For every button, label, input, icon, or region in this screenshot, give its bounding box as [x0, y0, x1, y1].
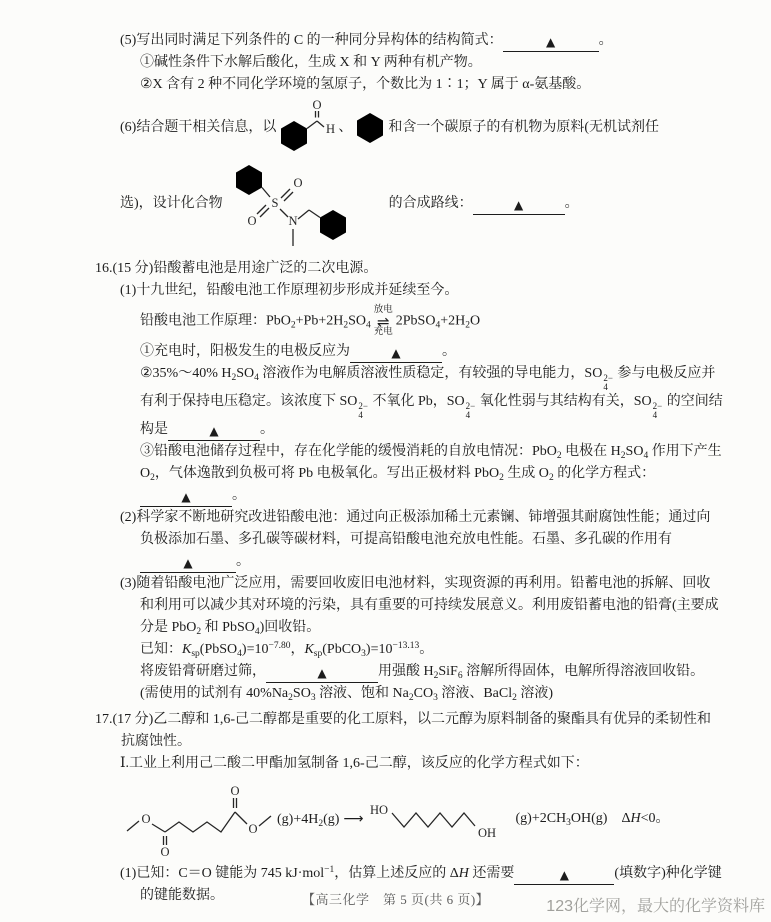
- answer-blank: ▲: [140, 491, 232, 507]
- question-16-head: 16.(15 分)铅酸蓄电池是用途广泛的二次电源。: [95, 261, 378, 276]
- question-17-equation-middle: $(g)+4H_2(g)$ ⟶: [277, 810, 364, 829]
- question-5-stem: (5)写出同时满足下列条件的 C 的一种同分异构体的结构简式： ▲ 。: [120, 30, 723, 52]
- answer-blank: ▲: [350, 347, 442, 363]
- question-17-part-1: (1)已知：C＝O 键能为 745 kJ·mol$^{-1}$，估算上述反应的 ΔH 还需要 ▲ (填数字)种化学键的键能数据。: [120, 865, 722, 903]
- atom-label-o-bottom: O: [247, 214, 257, 228]
- sulfonamide-structure: [223, 156, 363, 252]
- answer-blank: ▲: [266, 667, 378, 683]
- atom-label-o1: O: [141, 812, 151, 826]
- question-16-1-circle-1: ①充电时，阳极发生的电极反应为 ▲ 。: [140, 341, 723, 363]
- question-6-text-2: 和含一个碳原子的有机物为原料(无机试剂任: [388, 120, 659, 135]
- question-6-text-1: (6)结合题干相关信息，以: [120, 120, 277, 135]
- question-17-roman-1: Ⅰ.工业上利用己二酸二甲酯加氢制备 1,6-己二醇，该反应的化学方程式如下：: [120, 756, 589, 771]
- question-16-part-2: (2)科学家不断地研究改进铅酸电池：通过向正极添加稀土元素镧、铈增强其耐腐蚀性能；通过向负极添加石墨、多孔碳等碳材料，可提高铅酸电池充放电性能。石墨、多孔碳的作用有▲ 。: [120, 507, 723, 573]
- atom-label-o2: O: [160, 845, 170, 859]
- atom-label-o3: O: [230, 784, 240, 798]
- question-6-line-1: [120, 100, 723, 156]
- answer-blank: ▲: [503, 36, 599, 52]
- atom-label-o-top: O: [293, 176, 303, 190]
- atom-label-ho: HO: [369, 803, 388, 817]
- question-17-equation: [123, 779, 723, 859]
- question-16-part-3: (3)随着铅酸电池广泛应用，需要回收废旧电池材料，实现资源的再利用。铅蓄电池的拆解、回收和利用可以减少其对环境的污染，具有重要的可持续发展意义。利用废铅蓄电池的铅膏(主要成分是 PbO$_2$ 和 PbSO$_4$)回收铅。: [120, 576, 719, 637]
- atom-label-oh: OH: [477, 826, 496, 840]
- reversible-arrow: 放电 ⇌ 充电: [373, 305, 393, 337]
- benzaldehyde-structure: [276, 100, 338, 156]
- page-footer-label: 【高三化学 第 5 页(共 6 页)】: [302, 892, 490, 907]
- dimethyl-adipate-structure: [123, 779, 277, 859]
- atom-label-o4: O: [248, 822, 258, 836]
- question-17-head: 17.(17 分)乙二醇和 1,6-己二醇都是重要的化工原料，以二元醇为原料制备的聚酯具有优异的柔韧性和抗腐蚀性。: [95, 712, 711, 749]
- separator: 、: [338, 120, 353, 135]
- question-6-text-3: 选)，设计化合物: [120, 196, 223, 211]
- question-16-ksp-given: 已知：$K_{sp}(PbSO_4)=10^{-7.80}$，$K_{sp}(PbCO_3)=10^{-13.13}$。: [140, 641, 434, 659]
- atom-label-o: O: [312, 100, 322, 112]
- answer-blank: ▲: [168, 425, 260, 441]
- question-6-line-2: [120, 156, 723, 252]
- answer-blank: ▲: [514, 869, 614, 885]
- answer-blank: ▲: [473, 199, 565, 215]
- question-16-sieve-step: 将废铅膏研磨过筛， ▲ 用强酸 $H_2SiF_6$ 溶解所得固体，电解所得溶液回收铅。: [140, 664, 705, 681]
- question-16-1-circle-3: ③铅酸电池储存过程中，存在化学能的缓慢消耗的自放电情况：PbO$_2$ 电极在 $H_2SO_4$ 作用下产生 $O_2$，气体逸散到负极可将 Pb 电极氧化。写出正极材料 PbO$_2$ 生成 $O_2$ 的化学方程式：▲ 。: [140, 441, 723, 507]
- question-16-reagents-note: (需使用的试剂有 $40\%Na_2SO_3$ 溶液、饱和 $Na_2CO_3$ 溶液、BaCl$_2$ 溶液): [140, 686, 554, 703]
- question-5-condition-2: ②X 含有 2 种不同化学环境的氢原子，个数比为 1∶1；Y 属于 α-氨基酸。: [140, 77, 591, 92]
- question-17-equation-end: $(g)+2CH_3OH(g)$ ΔH<0。: [515, 811, 670, 828]
- question-16-part-1: (1)十九世纪，铅酸电池工作原理初步形成并延续至今。: [120, 283, 459, 298]
- hexanediol-structure: [368, 797, 516, 841]
- watermark: 123化学网，最大的化学资料库: [546, 898, 765, 915]
- atom-label-s: S: [271, 196, 279, 210]
- atom-label-n: N: [288, 214, 298, 228]
- question-5-condition-1: ①碱性条件下水解后酸化，生成 X 和 Y 两种有机产物。: [140, 55, 482, 70]
- question-16-1-circle-2: ②35%～40% $H_2SO_4$ 溶液作为电解质溶液性质稳定，有较强的导电能力，SO 2− 4 参与电极反应并有利于保持电压稳定。该浓度下 SO 2− 4 不氧化 Pb，SO 2− 4 氧化性弱与其结构有关，SO 2− 4 的空间结构是 ▲ 。: [140, 363, 723, 441]
- question-6-text-4: 的合成路线： ▲ 。: [389, 193, 579, 215]
- answer-blank: ▲: [140, 557, 236, 573]
- atom-label-h: H: [326, 122, 336, 136]
- benzene-structure: [352, 106, 388, 150]
- battery-principle-equation: 铅酸电池工作原理：$PbO_2+Pb+2H_2SO_4$ 放电 ⇌ 充电 $2PbSO_4+2H_2O$: [140, 305, 481, 337]
